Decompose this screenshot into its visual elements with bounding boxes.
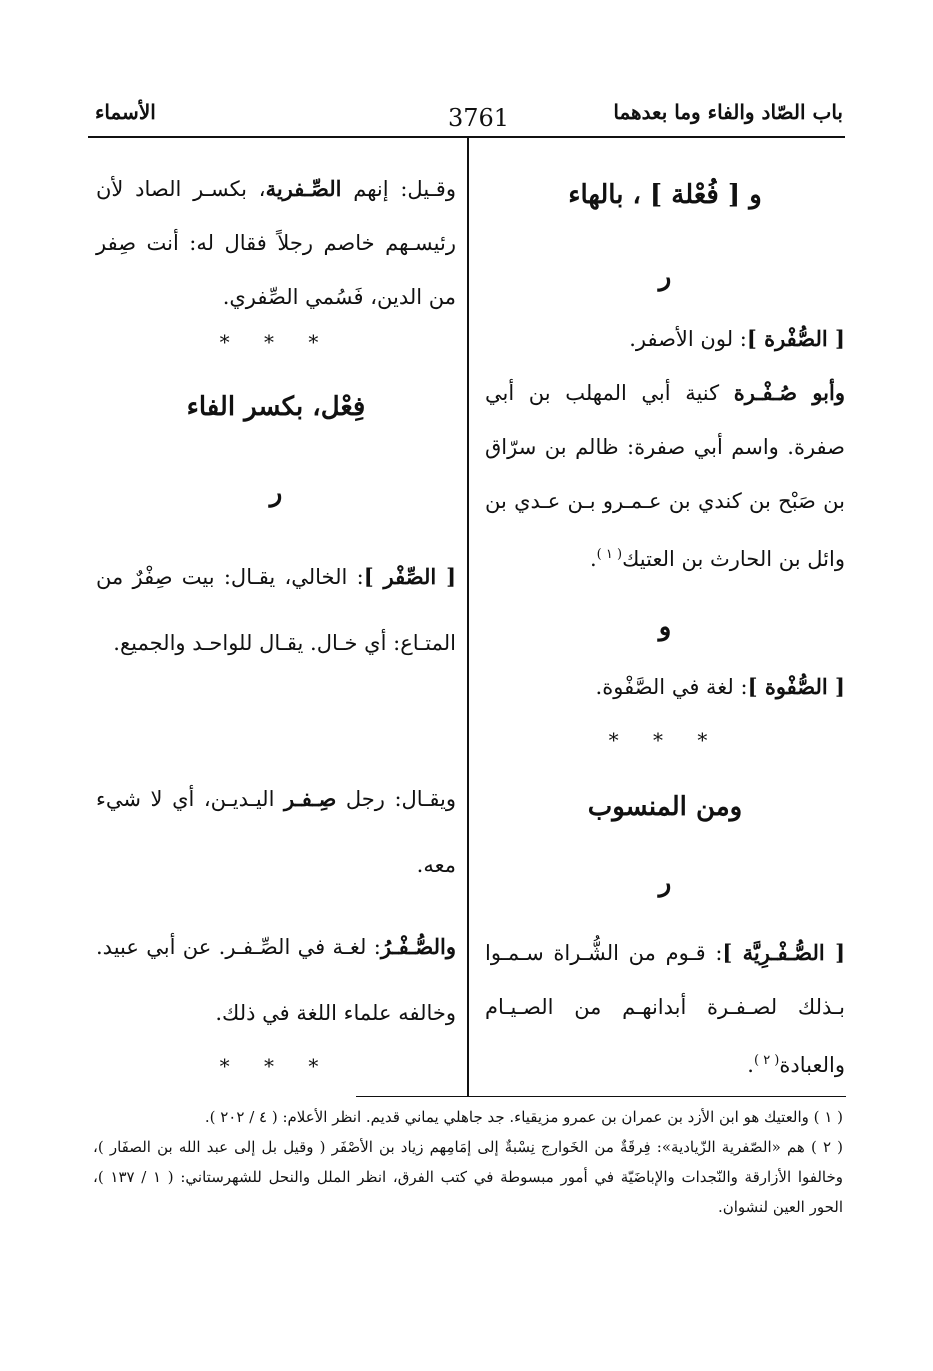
dictionary-entry bbox=[96, 766, 456, 898]
section-separator: * * * bbox=[219, 1054, 333, 1078]
running-head-section: الأسماء bbox=[95, 100, 156, 124]
column-divider bbox=[467, 136, 469, 1096]
entry-end: . bbox=[747, 1053, 754, 1077]
entry-end: . bbox=[589, 547, 597, 571]
dictionary-entry bbox=[96, 544, 456, 676]
root-letter: ر bbox=[658, 868, 672, 898]
entry-definition: : قـوم من الشُّـراة سـمـوا بـذلك لصـفـرة أبدانهـم من الصـيـام والعبادة bbox=[485, 941, 845, 1077]
footnote-ref: ( ١ ) bbox=[596, 547, 623, 562]
dictionary-entry bbox=[96, 914, 456, 1046]
entry-headword: [ الصُّـفْـرِيَّة ] bbox=[722, 940, 845, 965]
entry-headword: [ الصِّفْر ] bbox=[363, 564, 457, 589]
footnote-rule bbox=[356, 1096, 846, 1097]
entry-headword: الصِّـفرية bbox=[265, 176, 342, 201]
entry-intro: وقـيل: إنهم bbox=[353, 177, 456, 201]
dictionary-entry bbox=[485, 926, 845, 1092]
dictionary-entry bbox=[485, 312, 845, 366]
left-column bbox=[96, 0, 456, 1100]
section-separator: * * * bbox=[608, 728, 722, 752]
footnote-ref: ( ٢ ) bbox=[753, 1053, 780, 1068]
footnote: ( ١ ) والعتيك هو ابن الأزد بن عمران بن عمرو مزيقياء. جد جاهلي يماني قديم. انظر الأعلام: ( ٤ / ٢٠٢ ). bbox=[204, 1108, 843, 1126]
entry-definition: ، بكسـر الصاد لأن رئيسـهم خاصم رجلاً فقال له: أنت صِفر من الدين، فَسُمي الصِّفري. bbox=[96, 177, 456, 309]
entry-headword: والصُّـفْـرُ bbox=[380, 934, 456, 959]
entry-definition: : لغة في الصَّفْوة. bbox=[595, 675, 748, 699]
entry-intro: ويقـال: رجل bbox=[345, 787, 456, 811]
root-letter: و bbox=[658, 612, 672, 642]
entry-definition: اليـديـن، أي لا شيء معه. bbox=[96, 787, 456, 877]
section-title: و [ فُعْلة ] ، بالهاء bbox=[568, 180, 762, 210]
running-head-chapter: باب الصّاد والفاء وما بعدهما bbox=[613, 100, 843, 124]
entry-definition: : الخالي، يقـال: بيت صِفْرٌ من المتـاع: أي خـال. يقـال للواحـد والجميع. bbox=[96, 565, 456, 655]
section-separator: * * * bbox=[219, 330, 333, 354]
footnote: ( ٢ ) هم «الصّفرية الزّيادية»: فِرقَةٌ من الخَوارج نِسْبةٌ إلى إمَامِهم زياد بن الأصْفَر ( وقيل بل إلى عبد الله بن الصفَار )، وخالفوا الأزارقة والنّجدات والإباضَيّة في أمور مبسوطة في كتب الفرق، انظر الملل والنحل للشهرستاني: ( ١ / ١٣٧ )، الحور العين لنشوان. bbox=[93, 1138, 844, 1216]
page-number: 3761 bbox=[448, 104, 510, 132]
entry-headword: [ الصُّفْرة ] bbox=[746, 326, 845, 351]
dictionary-entry bbox=[485, 366, 845, 586]
right-column bbox=[485, 0, 845, 1100]
entry-headword: [ الصُّفْوة ] bbox=[747, 674, 845, 699]
dictionary-entry bbox=[485, 660, 845, 714]
dictionary-entry bbox=[96, 162, 456, 324]
entry-definition: كنية أبي المهلب بن أبي صفرة. واسم أبي صفرة: ظالم بن سرّاق بن صَبْح بن كندي بن عـمـرو بـن عـدي بن وائل بن الحارث بن العتيك bbox=[485, 381, 845, 571]
root-letter: ر bbox=[269, 478, 283, 508]
root-letter: ر bbox=[658, 262, 672, 292]
section-title: فِعْل، بكسر الفاء bbox=[186, 392, 366, 422]
entry-definition: : لون الأصفر. bbox=[629, 327, 747, 351]
entry-headword: وأبو صُـفْـرة bbox=[733, 380, 845, 405]
entry-definition: : لغـة في الصِّـفـر. عن أبي عبيد. وخالفه علماء اللغة في ذلك. bbox=[96, 935, 456, 1025]
section-title: ومن المنسوب bbox=[587, 792, 743, 822]
entry-headword: صِـفـر bbox=[283, 786, 337, 811]
